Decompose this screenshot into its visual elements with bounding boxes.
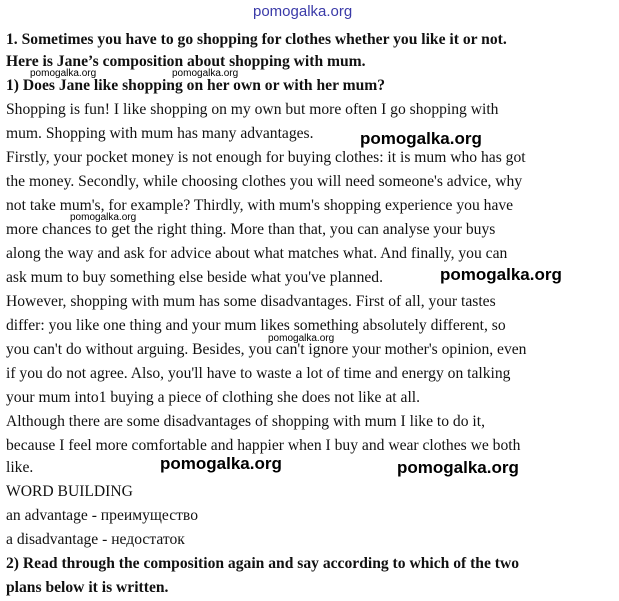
- watermark-large: pomogalka.org: [397, 458, 519, 477]
- composition-line: more chances to get the right thing. More than that, you can analyse your buys: [6, 221, 496, 238]
- composition-line: However, shopping with mum has some disadvantages. First of all, your tastes: [6, 293, 496, 310]
- question-1: 1) Does Jane like shopping on her own or with her mum?: [6, 77, 386, 94]
- composition-line: Shopping is fun! I like shopping on my own but more often I go shopping with: [6, 101, 499, 118]
- vocabulary-item: an advantage - преимущество: [6, 507, 198, 524]
- composition-line: Although there are some disadvantages of shopping with mum I like to do it,: [6, 413, 485, 430]
- composition-line: because I feel more comfortable and happier when I buy and wear clothes we both: [6, 437, 521, 454]
- composition-line: you can't do without arguing. Besides, you can't ignore your mother's opinion, even: [6, 341, 527, 358]
- composition-line: mum. Shopping with mum has many advantages.: [6, 125, 314, 142]
- watermark-large: pomogalka.org: [440, 265, 562, 284]
- watermark-small: pomogalka.org: [30, 68, 97, 79]
- vocabulary-item: a disadvantage - недостаток: [6, 531, 185, 548]
- watermark-small: pomogalka.org: [70, 212, 137, 223]
- watermark-top: pomogalka.org: [253, 3, 353, 20]
- word-building-heading: WORD BUILDING: [6, 483, 133, 500]
- composition-line: along the way and ask for advice about what matches what. And finally, you can: [6, 245, 508, 262]
- composition-line: differ: you like one thing and your mum likes something absolutely different, so: [6, 317, 506, 334]
- composition-line: your mum into1 buying a piece of clothing she does not like at all.: [6, 389, 421, 406]
- composition-line: not take mum's, for example? Thirdly, with mum's shopping experience you have: [6, 197, 514, 214]
- watermark-large: pomogalka.org: [160, 454, 282, 473]
- question-2: 2) Read through the composition again and say according to which of the two: [6, 555, 520, 572]
- watermark-small: pomogalka.org: [268, 333, 335, 344]
- composition-line: the money. Secondly, while choosing clothes you will need someone's advice, why: [6, 173, 523, 190]
- task-intro: Here is Jane’s composition about shopping with mum.: [6, 53, 366, 70]
- composition-line: like.: [6, 459, 34, 476]
- watermark-small: pomogalka.org: [172, 68, 239, 79]
- task-heading: 1. Sometimes you have to go shopping for clothes whether you like it or not.: [6, 31, 507, 48]
- watermark-large: pomogalka.org: [360, 129, 482, 148]
- composition-line: ask mum to buy something else beside what you've planned.: [6, 269, 383, 286]
- question-2-cont: plans below it is written.: [6, 579, 169, 596]
- composition-line: if you do not agree. Also, you'll have to waste a lot of time and energy on talking: [6, 365, 511, 382]
- composition-line: Firstly, your pocket money is not enough for buying clothes: it is mum who has got: [6, 149, 526, 166]
